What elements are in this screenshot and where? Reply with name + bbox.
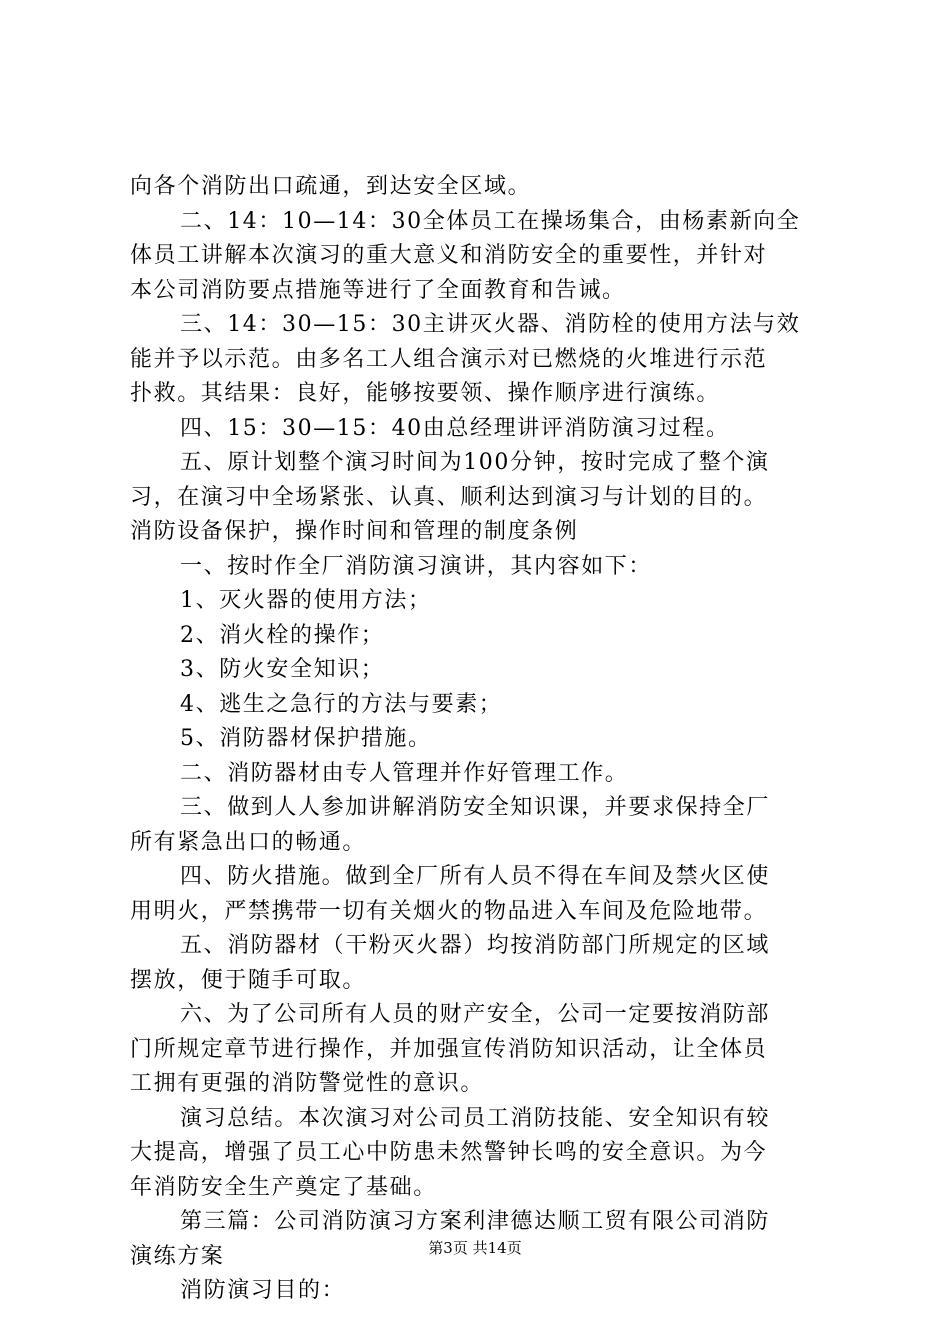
document-body xyxy=(130,170,830,1309)
text-line: 摆放，便于随手可取。 xyxy=(130,967,367,993)
text-line: 扑救。其结果：良好，能够按要领、操作顺序进行演练。 xyxy=(130,381,721,406)
text-line: 大提高，增强了员工心中防患未然警钟长鸣的安全意识。为今 xyxy=(130,1140,768,1165)
text-line: 能并予以示范。由多名工人组合演示对已燃烧的火堆进行示范 xyxy=(130,346,768,372)
text-line: 5、消防器材保护措施。 xyxy=(180,726,432,751)
text-line: 五、原计划整个演习时间为100分钟，按时完成了整个演 xyxy=(180,450,770,475)
text-line: 三、14：30—15：30主讲灭火器、消防栓的使用方法与效 xyxy=(180,312,801,337)
page-footer: 第3页 共14页 xyxy=(428,1239,522,1257)
text-line: 四、15：30—15：40由总经理讲评消防演习过程。 xyxy=(180,415,730,441)
text-line: 六、为了公司所有人员的财产安全，公司一定要按消防部 xyxy=(180,1002,771,1027)
text-line: 门所规定章节进行操作，并加强宣传消防知识活动，让全体员 xyxy=(130,1036,768,1062)
text-line: 四、防火措施。做到全厂所有人员不得在车间及禁火区使 xyxy=(180,864,771,889)
text-line: 向各个消防出口疏通，到达安全区域。 xyxy=(130,174,532,199)
text-line: 工拥有更强的消防警觉性的意识。 xyxy=(130,1071,485,1096)
text-line: 消防设备保护，操作时间和管理的制度条例 xyxy=(130,519,579,544)
text-line: 习，在演习中全场紧张、认真、顺利达到演习与计划的目的。 xyxy=(130,484,768,510)
text-line: 三、做到人人参加讲解消防安全知识课，并要求保持全厂 xyxy=(180,795,771,820)
text-line: 所有紧急出口的畅通。 xyxy=(130,829,367,855)
text-line: 二、14：10—14：30全体员工在操场集合，由杨素新向全 xyxy=(180,208,801,234)
text-line: 本公司消防要点措施等进行了全面教育和告诫。 xyxy=(130,277,626,303)
text-line: 一、按时作全厂消防演习演讲，其内容如下： xyxy=(180,553,653,579)
text-line: 消防演习目的： xyxy=(180,1278,346,1303)
text-line: 年消防安全生产奠定了基础。 xyxy=(130,1174,437,1200)
text-line: 体员工讲解本次演习的重大意义和消防安全的重要性，并针对 xyxy=(130,243,768,268)
text-line: 二、消防器材由专人管理并作好管理工作。 xyxy=(180,760,629,786)
text-line: 演习总结。本次演习对公司员工消防技能、安全知识有较 xyxy=(180,1105,771,1131)
text-line: 五、消防器材（干粉灭火器）均按消防部门所规定的区域 xyxy=(180,933,771,958)
text-line: 1、灭火器的使用方法； xyxy=(180,588,432,613)
text-line: 4、逃生之急行的方法与要素； xyxy=(180,691,503,717)
text-line: 演练方案 xyxy=(130,1243,225,1269)
text-line: 3、防火安全知识； xyxy=(180,657,385,682)
text-line: 2、消火栓的操作； xyxy=(180,622,385,648)
text-line: 第三篇：公司消防演习方案利津德达顺工贸有限公司消防 xyxy=(180,1209,771,1234)
text-line: 用明火，严禁携带一切有关烟火的物品进入车间及危险地带。 xyxy=(130,898,768,924)
